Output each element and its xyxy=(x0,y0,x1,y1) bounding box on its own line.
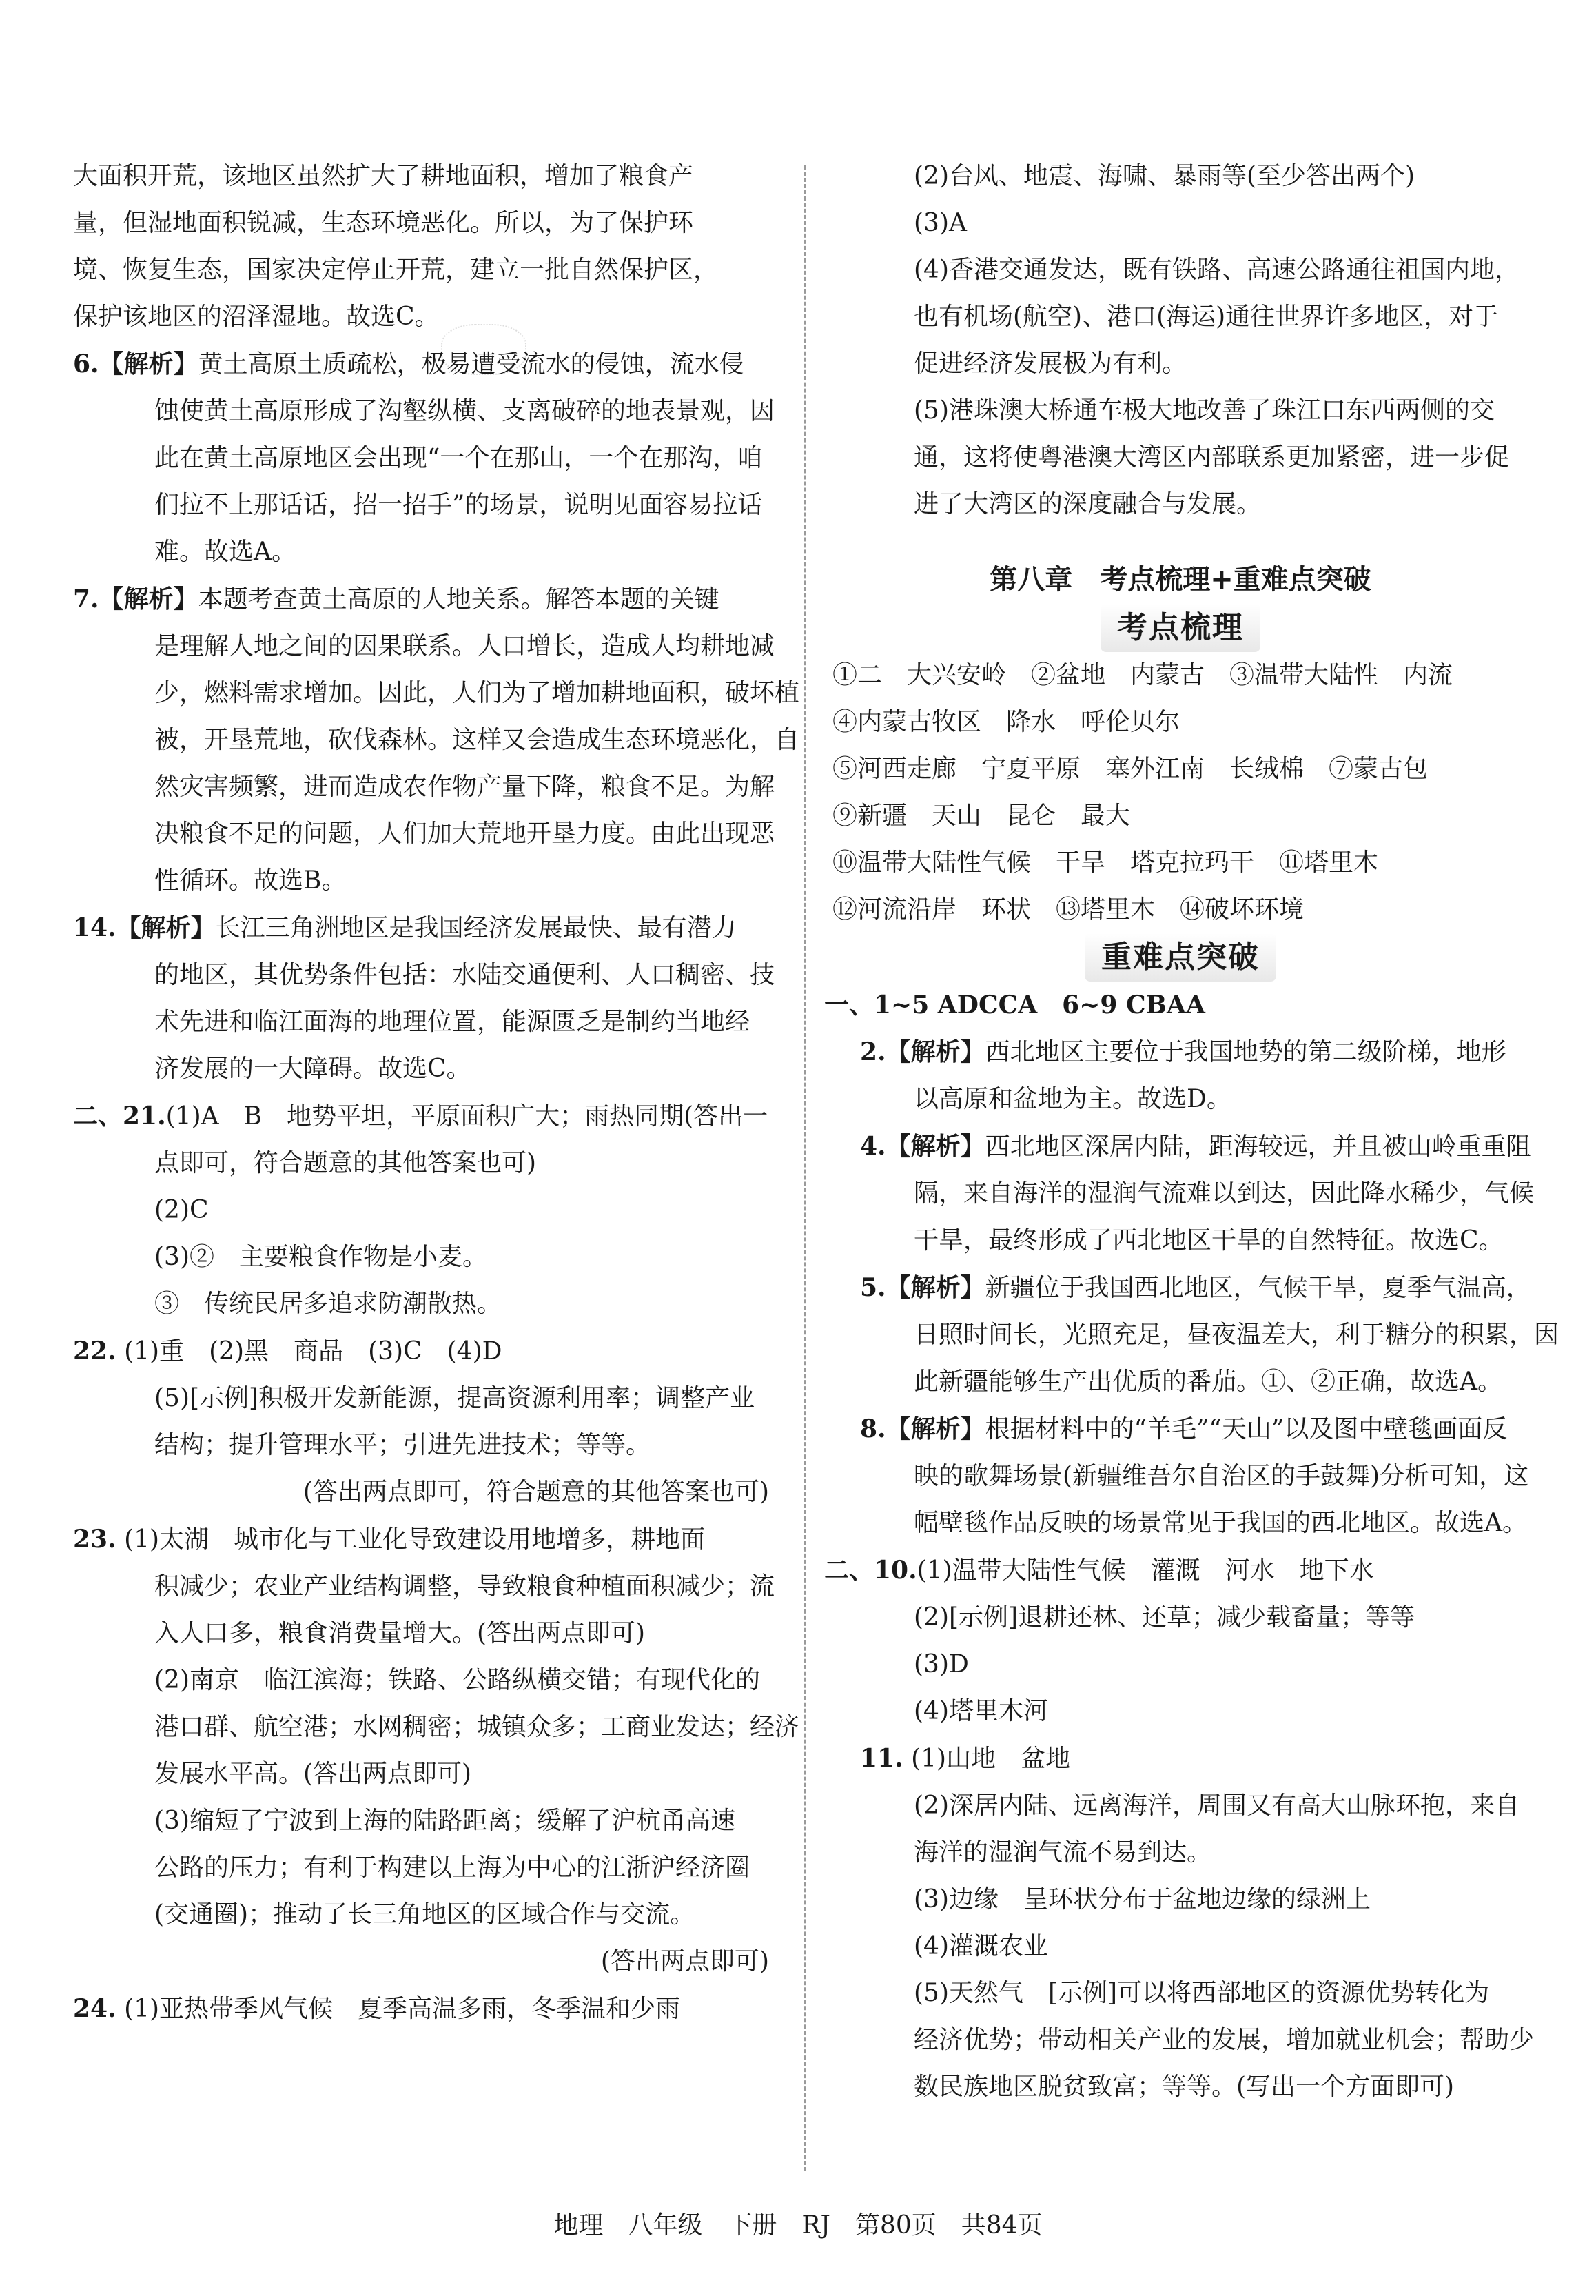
text-line: ⑩温带大陆性气候 干旱 塔克拉玛干 ⑪塔里木 xyxy=(832,849,1379,877)
text-line: 性循环。故选B。 xyxy=(154,866,347,895)
text-line: (3)D xyxy=(914,1650,969,1678)
text-line: (3)② 主要粮食作物是小麦。 xyxy=(154,1243,487,1271)
text-line: (5)天然气 [示例]可以将西部地区的资源优势转化为 xyxy=(914,1979,1490,2007)
text-line: 干旱，最终形成了西北地区干旱的自然特征。故选C。 xyxy=(914,1226,1504,1254)
answer-23 xyxy=(73,1516,800,1985)
text-line: 此在黄土高原地区会出现“一个在那山，一个在那沟，咱 xyxy=(154,444,763,472)
text-line: (1)重 (2)黑 商品 (3)C (4)D xyxy=(124,1337,502,1365)
answer-6 xyxy=(73,341,775,576)
text-line: (1)亚热带季风气候 夏季高温多雨，冬季温和少雨 xyxy=(124,1995,681,2023)
text-line: 结构；提升管理水平；引进先进技术；等等。 xyxy=(154,1431,651,1459)
text-line: (3)缩短了宁波到上海的陆路距离；缓解了沪杭甬高速 xyxy=(154,1807,735,1835)
text-line: 积减少；农业产业结构调整，导致粮食种植面积减少；流 xyxy=(154,1572,775,1601)
text-line: 是理解人地之间的因果联系。人口增长，造成人均耕地减 xyxy=(154,632,775,660)
analysis-tag: 【解析】 xyxy=(886,1037,985,1066)
question-number: 14. xyxy=(73,913,116,942)
text-line: 海洋的湿润气流不易到达。 xyxy=(914,1838,1212,1867)
analysis-tag: 【解析】 xyxy=(886,1273,985,1302)
text-line: 黄土高原土质疏松，极易遭受流水的侵蚀，流水侵 xyxy=(198,350,744,378)
text-line: 新疆位于我国西北地区，气候干旱，夏季气温高， xyxy=(985,1274,1531,1302)
text-line: 决粮食不足的问题，人们加大荒地开垦力度。由此出现恶 xyxy=(154,820,775,848)
answer-r8 xyxy=(832,1405,1528,1547)
text-line: 也有机场(航空)、港口(海运)通往世界许多地区，对于 xyxy=(914,303,1499,331)
text-line: 经济优势；带动相关产业的发展，增加就业机会；帮助少 xyxy=(914,2026,1535,2054)
text-line: 境、恢复生态，国家决定停止开荒，建立一批自然保护区， xyxy=(73,256,719,284)
text-line: 西北地区深居内陆，距海较远，并且被山岭重重阻 xyxy=(985,1132,1531,1161)
text-line: (答出两点即可) xyxy=(600,1947,769,1975)
left-column xyxy=(73,153,800,2033)
text-line: (4)香港交通发达，既有铁路、高速公路通往祖国内地， xyxy=(914,256,1520,284)
analysis-tag: 【解析】 xyxy=(99,349,198,378)
text-line: (4)灌溉农业 xyxy=(914,1932,1048,1960)
answer-24-continued xyxy=(832,153,1528,528)
text-line: (1)A B 地势平坦，平原面积广大；雨热同期(答出一 xyxy=(165,1102,768,1130)
answer-7 xyxy=(73,576,800,904)
answer-r2 xyxy=(832,1028,1528,1123)
chapter-title: 第八章 考点梳理+重难点突破 xyxy=(990,564,1371,596)
text-line: 根据材料中的“羊毛”“天山”以及图中壁毯画面反 xyxy=(985,1415,1508,1443)
text-line: 然灾害频繁，进而造成农作物产量下降，粮食不足。为解 xyxy=(154,773,775,801)
text-line: (3)边缘 呈环状分布于盆地边缘的绿洲上 xyxy=(914,1885,1371,1913)
text-line: 保护该地区的沼泽湿地。故选C。 xyxy=(73,303,440,331)
text-line: 幅壁毯作品反映的场景常见于我国的西北地区。故选A。 xyxy=(914,1509,1527,1537)
answer-r10 xyxy=(824,1547,1528,1735)
text-line: 通，这将使粤港澳大湾区内部联系更加紧密，进一步促 xyxy=(914,443,1510,471)
text-line: 西北地区主要位于我国地势的第二级阶梯，地形 xyxy=(985,1038,1506,1066)
answer-21 xyxy=(73,1093,769,1328)
answer-r11 xyxy=(832,1735,1535,2111)
answer-24 xyxy=(73,1985,769,2033)
text-line: ⑤河西走廊 宁夏平原 塞外江南 长绒棉 ⑦蒙古包 xyxy=(832,755,1429,783)
text-line: (答出两点即可，符合题意的其他答案也可) xyxy=(303,1478,769,1506)
answer-14 xyxy=(73,904,775,1093)
question-number: 24. xyxy=(73,1994,116,2023)
analysis-tag: 【解析】 xyxy=(99,585,198,613)
text-line: (2)台风、地震、海啸、暴雨等(至少答出两个) xyxy=(914,162,1415,190)
question-number: 23. xyxy=(73,1525,116,1554)
question-number: 6. xyxy=(73,349,99,378)
section-heading-kaodian xyxy=(832,604,1528,652)
text-line: ⑨新疆 天山 昆仑 最大 xyxy=(832,802,1131,830)
answer-22 xyxy=(73,1328,769,1516)
text-line: (2)深居内陆、远离海洋，周围又有高大山脉环抱，来自 xyxy=(914,1791,1520,1820)
question-number: 11. xyxy=(860,1744,903,1773)
question-number: 4. xyxy=(860,1132,886,1161)
text-line: 隔，来自海洋的湿润气流难以到达，因此降水稀少，气候 xyxy=(914,1179,1535,1208)
answer-r5 xyxy=(832,1264,1559,1405)
text-line: 们拉不上那话话，招一招手”的场景，说明见面容易拉话 xyxy=(154,491,763,519)
text-line: 入人口多，粮食消费量增大。(答出两点即可) xyxy=(154,1619,646,1647)
text-line: (1)太湖 城市化与工业化导致建设用地增多，耕地面 xyxy=(124,1525,706,1554)
text-line: 进了大湾区的深度融合与发展。 xyxy=(914,490,1262,518)
text-line: ④内蒙古牧区 降水 呼伦贝尔 xyxy=(832,708,1180,736)
question-number: 7. xyxy=(73,585,99,613)
continued-answer xyxy=(73,153,769,341)
text-line: 被，开垦荒地，砍伐森林。这样又会造成生态环境恶化，自 xyxy=(154,726,800,754)
text-line: ③ 传统民居多追求防潮散热。 xyxy=(154,1290,502,1318)
text-line: 公路的压力；有利于构建以上海为中心的江浙沪经济圈 xyxy=(154,1853,750,1882)
section-heading-text: 考点梳理 xyxy=(1101,604,1260,652)
text-line: 的地区，其优势条件包括：水陆交通便利、人口稠密、技 xyxy=(154,961,775,989)
answer-r4 xyxy=(832,1123,1535,1264)
question-number: 2. xyxy=(860,1037,886,1066)
text-line: (2)C xyxy=(154,1196,209,1224)
text-line: 济发展的一大障碍。故选C。 xyxy=(154,1055,471,1083)
right-column xyxy=(824,153,1559,2111)
multiple-choice-answers: 一、1~5 ADCCA 6~9 CBAA xyxy=(824,990,1205,1019)
question-number: 8. xyxy=(860,1414,886,1443)
text-line: 港口群、航空港；水网稠密；城镇众多；工商业发达；经济 xyxy=(154,1713,800,1741)
text-line: 映的歌舞场景(新疆维吾尔自治区的手鼓舞)分析可知，这 xyxy=(914,1462,1529,1490)
text-line: ①二 大兴安岭 ②盆地 内蒙古 ③温带大陆性 内流 xyxy=(832,661,1453,689)
text-line: 点即可，符合题意的其他答案也可) xyxy=(154,1149,537,1177)
analysis-tag: 【解析】 xyxy=(886,1414,985,1443)
text-line: (5)[示例]积极开发新能源，提高资源利用率；调整产业 xyxy=(154,1384,755,1412)
text-line: 量，但湿地面积锐减，生态环境恶化。所以，为了保护环 xyxy=(73,209,694,237)
text-line: (1)温带大陆性气候 灌溉 河水 地下水 xyxy=(917,1556,1374,1585)
text-line: 蚀使黄土高原形成了沟壑纵横、支离破碎的地表景观，因 xyxy=(154,397,775,425)
text-line: 大面积开荒，该地区虽然扩大了耕地面积，增加了粮食产 xyxy=(73,162,694,190)
text-line: 少，燃料需求增加。因此，人们为了增加耕地面积，破坏植 xyxy=(154,679,800,707)
question-number: 22. xyxy=(73,1337,116,1365)
question-number: 二、10. xyxy=(824,1556,917,1585)
page-footer: 地理 八年级 下册 RJ 第80页 共84页 xyxy=(553,2211,1043,2239)
text-line: (5)港珠澳大桥通车极大地改善了珠江口东西两侧的交 xyxy=(914,396,1495,425)
column-divider xyxy=(804,165,806,2171)
text-line: 以高原和盆地为主。故选D。 xyxy=(914,1085,1231,1113)
text-line: (4)塔里木河 xyxy=(914,1697,1048,1725)
kaodian-list xyxy=(832,652,1528,933)
section-heading-zhongnan xyxy=(832,933,1528,982)
text-line: (2)[示例]退耕还林、还草；减少载畜量；等等 xyxy=(914,1603,1415,1632)
text-line: 难。故选A。 xyxy=(154,538,296,566)
text-line: 发展水平高。(答出两点即可) xyxy=(154,1760,472,1788)
text-line: (3)A xyxy=(914,209,967,237)
text-line: (1)山地 盆地 xyxy=(911,1745,1071,1773)
text-line: 本题考查黄土高原的人地关系。解答本题的关键 xyxy=(198,585,719,613)
text-line: 术先进和临江面海的地理位置，能源匮乏是制约当地经 xyxy=(154,1008,750,1036)
text-line: 日照时间长，光照充足，昼夜温差大，利于糖分的积累，因 xyxy=(914,1321,1559,1349)
section-heading-text: 重难点突破 xyxy=(1085,933,1276,982)
text-line: 数民族地区脱贫致富；等等。(写出一个方面即可) xyxy=(914,2073,1455,2101)
question-number: 二、21. xyxy=(73,1101,166,1130)
text-line: (2)南京 临江滨海；铁路、公路纵横交错；有现代化的 xyxy=(154,1666,760,1694)
text-line: ⑫河流沿岸 环状 ⑬塔里木 ⑭破坏环境 xyxy=(832,895,1305,924)
text-line: 长江三角洲地区是我国经济发展最快、最有潜力 xyxy=(215,914,737,942)
text-line: 促进经济发展极为有利。 xyxy=(914,349,1187,378)
question-number: 5. xyxy=(860,1273,886,1302)
analysis-tag: 【解析】 xyxy=(886,1132,985,1161)
analysis-tag: 【解析】 xyxy=(116,913,216,942)
text-line: 此新疆能够生产出优质的番茄。①、②正确，故选A。 xyxy=(914,1368,1502,1396)
text-line: (交通圈)；推动了长三角地区的区域合作与交流。 xyxy=(154,1900,695,1929)
